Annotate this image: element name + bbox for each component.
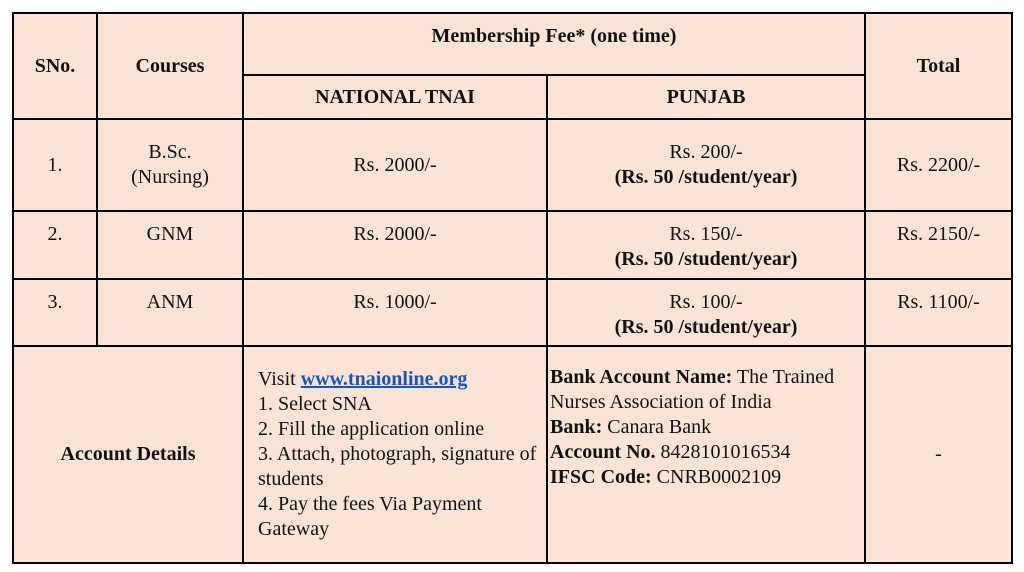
row-total: Rs. 1100/- [865,279,1012,346]
row-course: GNM [97,211,243,279]
visit-line [258,367,546,392]
row-punjab-fee [547,119,865,211]
account-total: - [865,346,1012,563]
course-line: (Nursing) [131,166,209,188]
row-punjab-fee [547,211,865,279]
membership-fee-table [12,12,1013,564]
bank-account-name-value: The Trained Nurses Association of India [550,366,835,413]
table-row [13,279,1012,346]
header-sno: SNo. [13,13,97,119]
row-sno: 1. [13,119,97,211]
account-number [550,440,864,465]
bank-label: Bank: [550,416,603,438]
punjab-amount: Rs. 100/- [669,291,743,313]
header-membership-fee: Membership Fee* (one time) [243,13,865,75]
table-row [13,211,1012,279]
account-details-label: Account Details [13,346,243,563]
account-number-value: 8428101016534 [655,441,791,463]
row-national-fee: Rs. 2000/- [243,211,547,279]
account-details-row [13,346,1012,563]
registration-steps [243,346,547,563]
header-punjab: PUNJAB [547,75,865,119]
bank-value: Canara Bank [602,416,712,438]
account-number-label: Account No. [550,441,656,463]
row-national-fee: Rs. 2000/- [243,119,547,211]
header-national-tnai: NATIONAL TNAI [243,75,547,119]
row-punjab-fee [547,279,865,346]
ifsc-code [550,465,864,490]
row-sno: 2. [13,211,97,279]
step-item: 3. Attach, photograph, signature of students [258,443,537,490]
tnaionline-link[interactable]: www.tnaionline.org [300,368,468,390]
row-sno: 3. [13,279,97,346]
step-item: 4. Pay the fees Via Payment Gateway [258,493,482,540]
step-item: 1. Select SNA [258,393,372,415]
table-row [13,119,1012,211]
ifsc-label: IFSC Code: [550,466,652,488]
punjab-note: (Rs. 50 /student/year) [614,248,798,270]
row-course: ANM [97,279,243,346]
punjab-note: (Rs. 50 /student/year) [614,166,798,188]
course-line: B.Sc. [148,141,192,163]
bank-account-name [550,365,864,415]
bank-details [547,346,865,563]
header-total: Total [865,13,1012,119]
ifsc-value: CNRB0002109 [651,466,782,488]
row-total: Rs. 2150/- [865,211,1012,279]
step-item: 2. Fill the application online [258,418,485,440]
punjab-amount: Rs. 150/- [669,223,743,245]
header-courses: Courses [97,13,243,119]
punjab-note: (Rs. 50 /student/year) [614,316,798,338]
row-course [97,119,243,211]
punjab-amount: Rs. 200/- [669,141,743,163]
bank-name [550,415,864,440]
row-national-fee: Rs. 1000/- [243,279,547,346]
row-total: Rs. 2200/- [865,119,1012,211]
bank-account-name-label: Bank Account Name: [550,366,733,388]
visit-prefix: Visit [258,368,301,390]
